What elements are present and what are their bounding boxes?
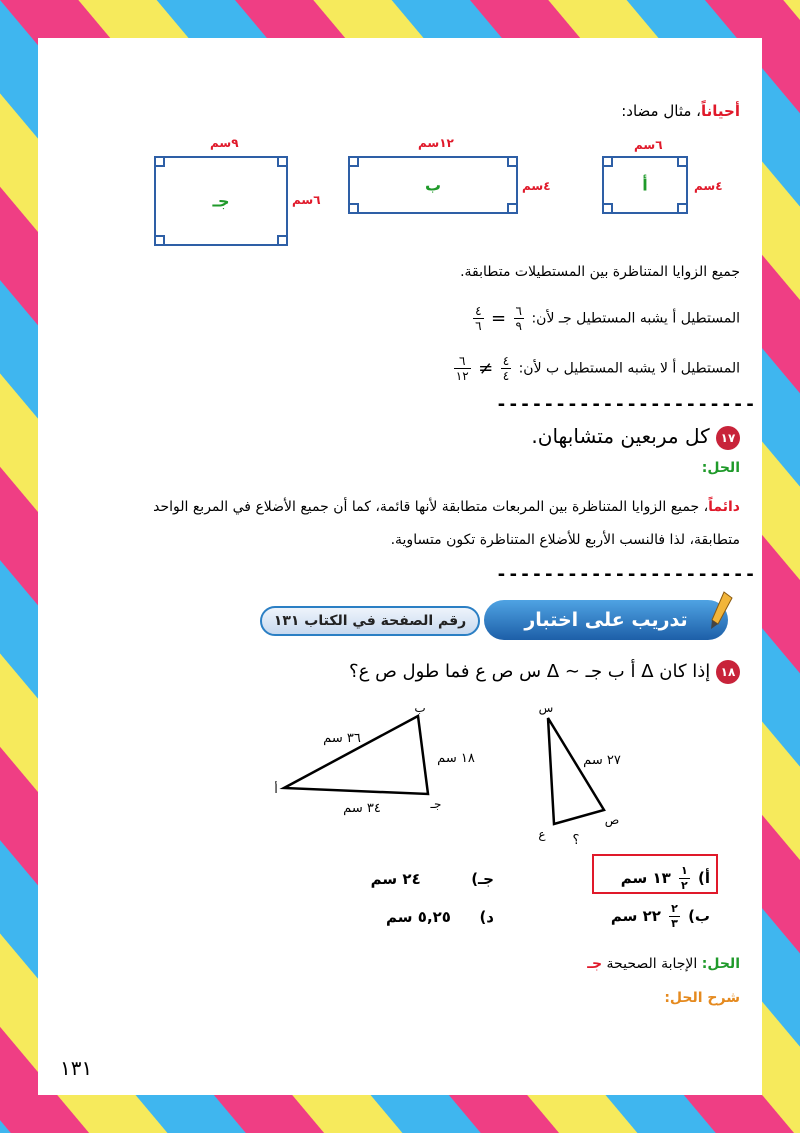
test-practice-banner: تدريب على اختبار bbox=[484, 600, 728, 640]
rectangle-a bbox=[602, 156, 688, 214]
t1-vertex-top: ب bbox=[414, 701, 426, 715]
question-number-badge: ١٧ bbox=[716, 426, 740, 450]
question-17 bbox=[531, 424, 740, 450]
t2-vertex-left: ع bbox=[538, 827, 546, 841]
q18-explanation-label: شرح الحل: bbox=[664, 990, 740, 1006]
q18-solution bbox=[587, 956, 740, 972]
line2-operator: ≠ bbox=[478, 358, 494, 379]
rectangle-b bbox=[348, 156, 518, 214]
line1-operator: = bbox=[491, 308, 507, 329]
rectangle-c bbox=[154, 156, 288, 246]
t2-vertex-top: س bbox=[538, 701, 554, 715]
similar-triangles-figure bbox=[270, 696, 680, 854]
question-number-badge-18: ١٨ bbox=[716, 660, 740, 684]
line1-fraction-a: $\frac{٦}{٩}$ bbox=[515, 304, 522, 333]
separator-2: ---------------------- bbox=[496, 564, 757, 585]
t2-side-bottom: ؟ bbox=[572, 833, 580, 848]
rect-a-name: أ bbox=[642, 175, 648, 195]
triangle-xyz bbox=[548, 718, 604, 824]
q18-solution-label: الحل: bbox=[701, 956, 740, 972]
t1-vertex-bottom: جـ bbox=[430, 797, 442, 811]
rect-a-top-label: ٦سم bbox=[634, 138, 663, 152]
rect-c-side-label: ٦سم bbox=[292, 193, 321, 207]
pencil-icon bbox=[710, 590, 734, 630]
question-18-text: إذا كان Δ أ ب جـ ∽ Δ س ص ع فما طول ص ع؟ bbox=[349, 661, 711, 682]
t1-side-top: ٣٦ سم bbox=[323, 731, 361, 746]
t2-side-right: ٢٧ سم bbox=[583, 753, 621, 768]
t2-vertex-right: ص bbox=[604, 813, 620, 827]
proportion-line-1 bbox=[470, 304, 740, 333]
line2-fraction-b: $\frac{٦}{١٢}$ bbox=[455, 354, 469, 383]
statement: جميع الزوايا المتناظرة بين المستطيلات متطابقة. bbox=[460, 264, 740, 280]
intro-rest: ، مثال مضاد: bbox=[621, 102, 702, 120]
book-page-reference: رقم الصفحة في الكتاب ١٣١ bbox=[260, 606, 480, 636]
option-b[interactable]: ب) $\frac{٢}{٣}$ ٢٢ سم bbox=[610, 902, 710, 930]
q18-solution-text: الإجابة الصحيحة bbox=[606, 956, 698, 972]
rect-b-side-label: ٤سم bbox=[522, 179, 551, 193]
page bbox=[38, 38, 762, 1095]
t1-side-right: ١٨ سم bbox=[437, 751, 475, 766]
page-number: ١٣١ bbox=[60, 1056, 93, 1080]
t1-vertex-left: أ bbox=[274, 782, 278, 796]
q18-correct-letter: جـ bbox=[587, 956, 603, 972]
separator-1: ---------------------- bbox=[496, 394, 757, 415]
q17-answer-emphasis: دائماً bbox=[708, 499, 740, 515]
line1-fraction-b: $\frac{٤}{٦}$ bbox=[475, 304, 482, 333]
counter-example-intro bbox=[621, 102, 740, 120]
q17-answer bbox=[54, 494, 740, 520]
intro-emphasis: أحياناً bbox=[701, 102, 740, 120]
question-18 bbox=[349, 660, 740, 684]
rect-c-top-label: ٩سم bbox=[210, 136, 239, 150]
line1-text: المستطيل أ يشبه المستطيل جـ لأن: bbox=[531, 310, 740, 327]
t1-side-bottom: ٣٤ سم bbox=[343, 801, 381, 816]
q17-answer-line1: ، جميع الزوايا المتناظرة بين المربعات متطابقة لأنها قائمة، كما أن جميع الأضلاع في المربع الواحد bbox=[153, 499, 709, 515]
line2-text: المستطيل أ لا يشبه المستطيل ب لأن: bbox=[518, 360, 740, 377]
rect-b-top-label: ١٢سم bbox=[418, 136, 454, 150]
q17-solution-label: الحل: bbox=[701, 460, 740, 476]
rect-b-name: ب bbox=[424, 175, 442, 195]
option-a[interactable]: أ) $\frac{١}{٢}$ ١٣ سم bbox=[620, 864, 710, 892]
rect-c-name: جـ bbox=[212, 191, 230, 211]
proportion-line-2 bbox=[451, 354, 740, 383]
option-c[interactable]: جـ) ٢٤ سم bbox=[370, 870, 494, 888]
rect-a-side-label: ٤سم bbox=[694, 179, 723, 193]
triangle-abc bbox=[284, 716, 428, 794]
q17-answer-line2: متطابقة، لذا فالنسب الأربع للأضلاع المتناظرة تكون متساوية. bbox=[390, 532, 740, 548]
option-d[interactable]: د) ٥,٢٥ سم bbox=[386, 908, 494, 926]
question-17-text: كل مربعين متشابهان. bbox=[531, 424, 710, 448]
line2-fraction-a: $\frac{٤}{٤}$ bbox=[502, 354, 510, 383]
